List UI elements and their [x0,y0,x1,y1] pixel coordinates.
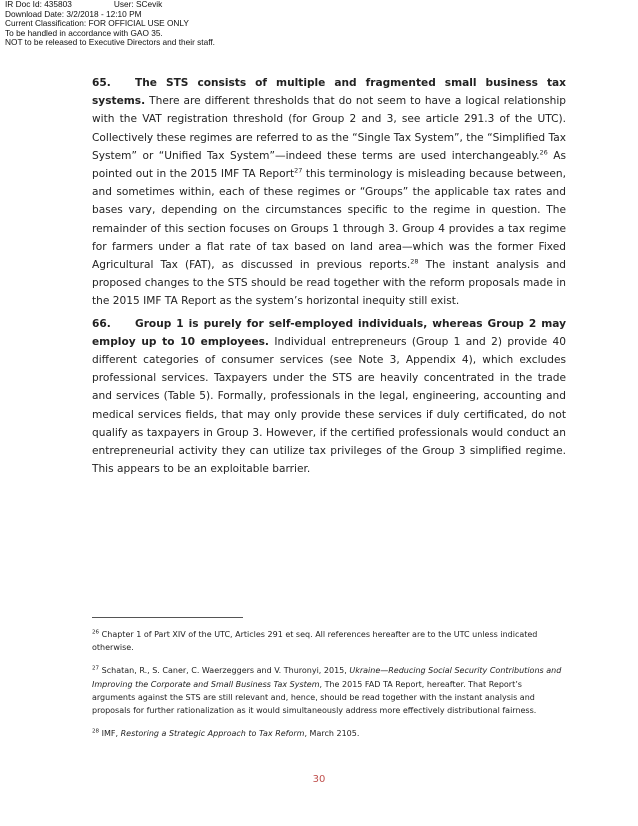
footnote-27 [92,664,566,717]
cited-title: Restoring a Strategic Approach to Tax Reform [120,729,305,739]
footnote-mark: 28 [92,728,100,735]
footnote-ref-28[interactable]: 28 [410,257,419,266]
paragraph-66 [92,315,566,479]
footnote-text: Chapter 1 of Part XIV of the UTC, Articles 291 et seq. All references hereafter are to the UTC unless indicated otherwise. [92,630,538,653]
paragraph-number: 65. [92,77,111,89]
paragraph-lead: The STS consists of multiple and fragmented small business tax systems. [92,77,566,108]
paragraph-text: There are different thresholds that do not seem to have a logical relationship with the VAT registration threshold (for Group 2 and 3, see article 291.3 of the UTC). Collectively these regimes are referred to as the “Single Tax System”, the “Simplified Tax System” or “Unified Tax System”—indeed these terms are used interchangeably. [92,95,566,162]
footnote-divider [92,617,243,618]
user-name: User: SCevik [113,0,163,9]
paragraph-text: this terminology is misleading because between, and sometimes within, each of these regimes or “Groups” the applicable tax rates and bases vary, depending on the circumstances specific to the regime in question. The remainder of this section focuses on Groups 1 through 3. Group 4 provides a tax regime for farmers under a flat rate of tax based on land area—which was the former Fixed Agricultural Tax (FAT), as discussed in previous reports. [92,168,566,272]
footnote-text: IMF, [99,729,121,739]
cited-title: Ukraine—Reducing Social Security Contributions and Improving the Corporate and Small Business Tax System [92,666,562,689]
page-number: 30 [312,774,326,785]
footnote-ref-27[interactable]: 27 [294,166,303,175]
footnote-mark: 26 [92,629,100,636]
doc-id: IR Doc Id: 435803 [5,0,72,9]
release-note: NOT to be released to Executive Directors and their staff. [5,37,215,48]
footnote-mark: 27 [92,665,100,672]
download-date: Download Date: 3/2/2018 - 12:10 PM [5,8,142,19]
footnote-text: , March 2105. [304,729,360,739]
classification: Current Classification: FOR OFFICIAL USE ONLY [5,18,189,29]
paragraph-number: 66. [92,317,111,330]
footnote-28 [92,727,566,740]
paragraph-65 [92,74,566,311]
paragraph-lead: Group 1 is purely for self-employed individuals, whereas Group 2 may employ up to 10 employees. [92,317,566,348]
paragraph-text: The instant analysis and proposed changes to the STS should be read together with the reform proposals made in the 2015 IMF TA Report as the system’s horizontal inequity still exist. [92,259,567,308]
footnote-text: Schatan, R., S. Caner, C. Waerzeggers and V. Thuronyi, 2015, [99,666,350,676]
paragraph-text: As pointed out in the 2015 IMF TA Report [92,149,566,181]
paragraph-text: Individual entrepreneurs (Group 1 and 2) provide 40 different categories of consumer services (see Note 3, Appendix 4), which excludes professional services. Taxpayers under the STS are heavily concentrated in the trade and services (Table 5). Formally, professionals in the legal, engineering, accounting and medical services fields, that may only provide these services if duly certificated, do not qualify as taxpayers in Group 3. However, if the certified professionals would conduct an entrepreneurial activity they can utilize tax privileges of the Group 3 simplified regime. This appears to be an exploitable barrier. [92,335,567,476]
footnote-text: , The 2015 FAD TA Report, hereafter. That Report’s arguments against the STS are still relevant and, hence, should be read together with the instant analysis and proposals for further rationalization as it would simultaneously address more effectively distributional fairness. [92,679,537,716]
document-header [5,0,215,48]
document-body [92,74,566,482]
footnote-26 [92,628,566,654]
handling-note: To be handled in accordance with GAO 35. [5,27,163,38]
footnotes [92,628,566,750]
footnote-ref-26[interactable]: 26 [539,148,548,157]
